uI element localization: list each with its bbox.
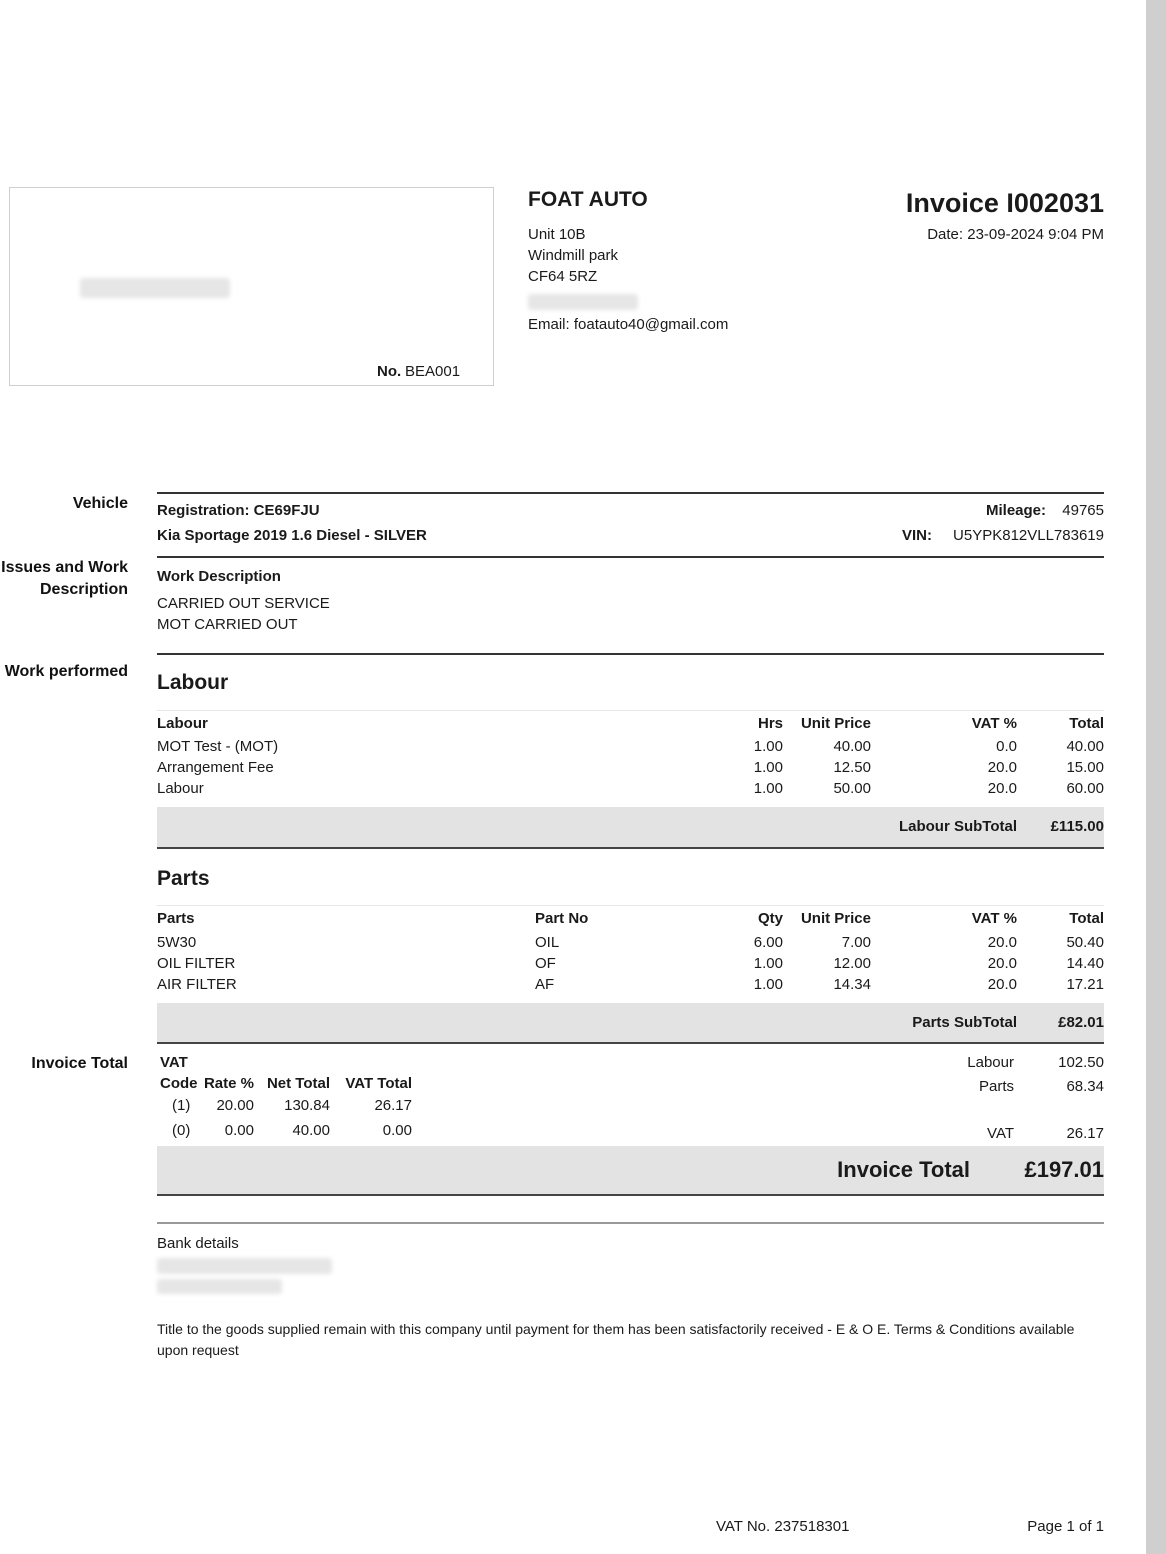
vat-row-net: 130.84 xyxy=(284,1097,330,1114)
mileage-value: 49765 xyxy=(1062,502,1104,519)
vehicle-top-rule xyxy=(157,492,1104,494)
parts-row-item: AIR FILTER xyxy=(157,976,237,993)
invoice-total-text: Invoice Total xyxy=(837,1157,970,1182)
parts-row-unit-price: 14.34 xyxy=(833,976,871,993)
footer-page-number: Page 1 of 1 xyxy=(1027,1518,1104,1535)
work-performed-rule xyxy=(157,653,1104,655)
vehicle-label: Vehicle xyxy=(72,495,128,512)
vat-col-rate: Rate % xyxy=(203,1075,254,1092)
company-address-line-1: Unit 10B xyxy=(528,226,586,243)
vin-value: U5YPK812VLL783619 xyxy=(953,527,1104,544)
mileage-label: Mileage: xyxy=(985,502,1046,519)
parts-subtotal-label: Parts SubTotal xyxy=(912,1014,1017,1031)
redacted-bank-line-1 xyxy=(157,1258,332,1274)
vehicle-registration: Registration: CE69FJU xyxy=(157,502,320,519)
labour-section-title: Labour xyxy=(157,671,229,694)
customer-address-box xyxy=(9,187,494,386)
labour-subtotal-value: £115.00 xyxy=(1050,818,1104,835)
vat-row-rate: 0.00 xyxy=(224,1122,254,1139)
totals-labour-label: Labour xyxy=(967,1054,1014,1071)
parts-row-total: 17.21 xyxy=(1066,976,1104,993)
vat-row-vat-total: 26.17 xyxy=(374,1097,412,1114)
vat-row-code: (1) xyxy=(172,1097,191,1114)
parts-row-qty: 1.00 xyxy=(753,955,783,972)
parts-row-vat: 20.0 xyxy=(987,976,1017,993)
vat-row-net: 40.00 xyxy=(292,1122,330,1139)
labour-row-hrs: 1.00 xyxy=(753,759,783,776)
labour-row-item: Labour xyxy=(157,780,204,797)
totals-vat-label: VAT xyxy=(987,1125,1014,1142)
company-address-line-2: Windmill park xyxy=(528,247,619,264)
parts-section-title: Parts xyxy=(157,867,210,890)
labour-row-unit-price: 40.00 xyxy=(833,738,871,755)
parts-col-vat: VAT % xyxy=(971,910,1017,927)
parts-row-item: 5W30 xyxy=(157,934,197,951)
totals-parts-label: Parts xyxy=(978,1078,1014,1095)
work-description-heading: Work Description xyxy=(157,568,281,585)
labour-row-hrs: 1.00 xyxy=(753,738,783,755)
bank-rule xyxy=(157,1222,1104,1224)
labour-row-vat: 20.0 xyxy=(987,780,1017,797)
vin-label: VIN: xyxy=(902,527,932,544)
parts-row-unit-price: 7.00 xyxy=(841,934,871,951)
vat-row-vat-total: 0.00 xyxy=(382,1122,412,1139)
labour-col-item: Labour xyxy=(157,715,208,732)
totals-parts-value: 68.34 xyxy=(1066,1078,1104,1095)
labour-row-vat: 20.0 xyxy=(987,759,1017,776)
vat-col-vat-total: VAT Total xyxy=(345,1075,412,1092)
terms-line-1: Title to the goods supplied remain with this company until payment for them has been satisfactorily received - E & O E. Terms & Conditions available xyxy=(157,1321,1075,1337)
labour-header-rule xyxy=(157,710,1104,711)
parts-row-total: 14.40 xyxy=(1066,955,1104,972)
parts-row-total: 50.40 xyxy=(1066,934,1104,951)
parts-col-part-no: Part No xyxy=(535,910,589,927)
issues-label-line-2: Description xyxy=(39,581,128,598)
company-name: FOAT AUTO xyxy=(528,188,648,211)
bank-details-heading: Bank details xyxy=(157,1235,239,1252)
invoice-date: Date: 23-09-2024 9:04 PM xyxy=(927,226,1104,243)
page-edge xyxy=(1146,0,1166,1554)
parts-row-item: OIL FILTER xyxy=(157,955,236,972)
vat-row-code: (0) xyxy=(172,1122,191,1139)
parts-row-qty: 1.00 xyxy=(753,976,783,993)
parts-row-part-no: AF xyxy=(535,976,555,993)
company-email: Email: foatauto40@gmail.com xyxy=(528,316,729,333)
labour-row-item: Arrangement Fee xyxy=(157,759,274,776)
invoice-title: Invoice I002031 xyxy=(905,188,1104,218)
work-description-line-1: CARRIED OUT SERVICE xyxy=(157,595,330,612)
parts-row-part-no: OF xyxy=(535,955,556,972)
work-description-line-2: MOT CARRIED OUT xyxy=(157,616,298,633)
vat-col-net: Net Total xyxy=(266,1075,330,1092)
parts-row-part-no: OIL xyxy=(535,934,560,951)
vat-row-rate: 20.00 xyxy=(216,1097,254,1114)
redacted-customer-name xyxy=(80,278,230,298)
invoice-total-label: Invoice Total xyxy=(31,1055,128,1072)
labour-col-vat: VAT % xyxy=(971,715,1017,732)
parts-row-vat: 20.0 xyxy=(987,955,1017,972)
parts-subtotal-value: £82.01 xyxy=(1058,1014,1104,1031)
labour-col-total: Total xyxy=(1069,715,1104,732)
work-description-rule xyxy=(157,556,1104,558)
parts-col-qty: Qty xyxy=(757,910,783,927)
vat-table-title: VAT xyxy=(160,1054,188,1071)
redacted-phone xyxy=(528,294,638,310)
labour-row-total: 60.00 xyxy=(1066,780,1104,797)
totals-labour-value: 102.50 xyxy=(1058,1054,1104,1071)
labour-row-total: 15.00 xyxy=(1066,759,1104,776)
terms-line-2: upon request xyxy=(157,1342,239,1358)
issues-label-line-1: Issues and Work xyxy=(1,559,128,576)
labour-row-total: 40.00 xyxy=(1066,738,1104,755)
labour-row-hrs: 1.00 xyxy=(753,780,783,797)
work-performed-label: Work performed xyxy=(4,663,128,680)
vat-col-code: Code xyxy=(160,1075,198,1092)
parts-header-rule xyxy=(157,905,1104,906)
parts-row-vat: 20.0 xyxy=(987,934,1017,951)
customer-no-label: No. xyxy=(377,363,402,380)
labour-col-hrs: Hrs xyxy=(757,715,783,732)
labour-row-item: MOT Test - (MOT) xyxy=(157,738,279,755)
vehicle-description: Kia Sportage 2019 1.6 Diesel - SILVER xyxy=(157,527,427,544)
parts-col-item: Parts xyxy=(157,910,195,927)
labour-col-unit-price: Unit Price xyxy=(800,715,871,732)
company-address-line-3: CF64 5RZ xyxy=(528,268,598,285)
labour-row-unit-price: 12.50 xyxy=(833,759,871,776)
redacted-bank-line-2 xyxy=(157,1279,282,1294)
customer-no-value: BEA001 xyxy=(405,363,461,380)
labour-subtotal-label: Labour SubTotal xyxy=(898,818,1017,835)
labour-row-vat: 0.0 xyxy=(996,738,1017,755)
invoice-total-value: £197.01 xyxy=(1024,1157,1104,1182)
totals-vat-value: 26.17 xyxy=(1066,1125,1104,1142)
parts-row-qty: 6.00 xyxy=(753,934,783,951)
footer-vat-number: VAT No. 237518301 xyxy=(716,1518,850,1535)
parts-col-total: Total xyxy=(1069,910,1104,927)
parts-row-unit-price: 12.00 xyxy=(833,955,871,972)
parts-col-unit-price: Unit Price xyxy=(800,910,871,927)
labour-row-unit-price: 50.00 xyxy=(833,780,871,797)
